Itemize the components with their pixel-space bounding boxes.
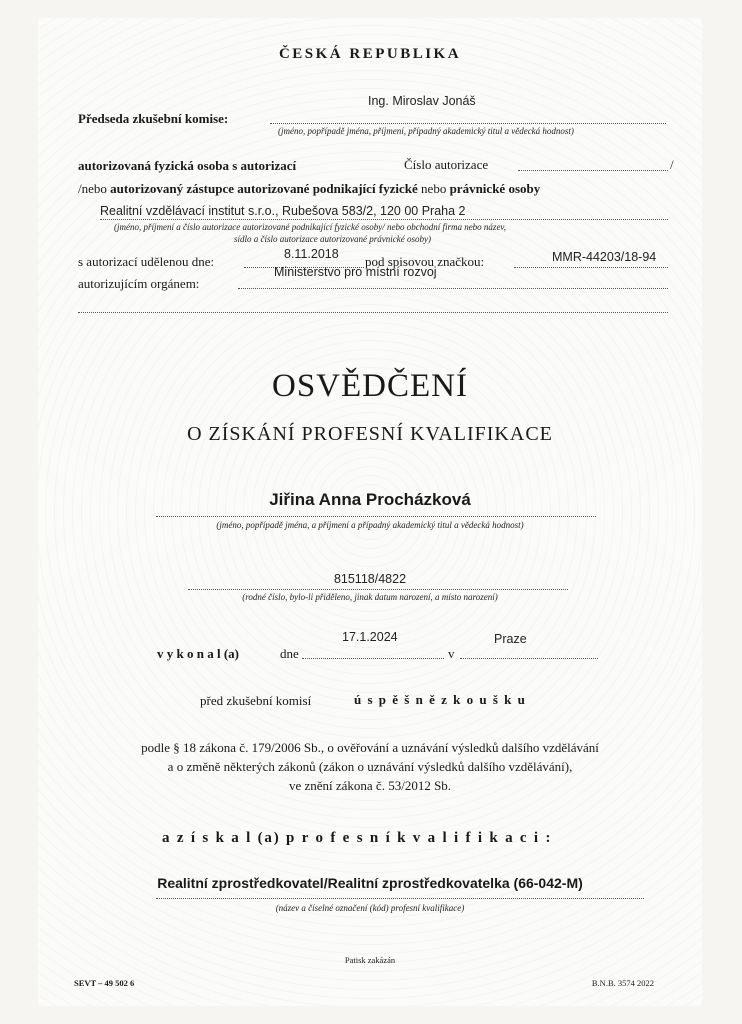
exam-place-dots bbox=[460, 658, 598, 659]
authorization-date-value: 8.11.2018 bbox=[284, 247, 339, 261]
law-line-1: podle § 18 zákona č. 179/2006 Sb., o ověřování a uznávání výsledků dalšího vzdělávání bbox=[141, 740, 599, 755]
authorization-ref-label: pod spisovou značkou: bbox=[365, 254, 485, 269]
exam-before-label: před zkušební komisí bbox=[200, 693, 312, 708]
authorization-ref-value: MMR-44203/18-94 bbox=[552, 250, 657, 264]
chair-label: Předseda zkušební komise: bbox=[78, 111, 229, 126]
qualification-value: Realitní zprostředkovatel/Realitní zprostředkovatelka (66-042-M) bbox=[157, 875, 583, 891]
blank-dots bbox=[78, 312, 668, 313]
authorization-number-label: Číslo autorizace bbox=[404, 157, 489, 172]
holder-name-hint: (jméno, popřípadě jména, a příjmení a případný akademický titul a vědecká hodnost) bbox=[216, 520, 524, 530]
authorization-ref-dots bbox=[514, 267, 668, 268]
footer-right-code: B.N.B. 3574 2022 bbox=[591, 978, 654, 988]
certificate-page bbox=[38, 18, 702, 1006]
rep-bold1: autorizovaný zástupce autorizované podnikající fyzické bbox=[110, 181, 418, 196]
institute-value: Realitní vzdělávací institut s.r.o., Rubešova 583/2, 120 00 Praha 2 bbox=[100, 204, 466, 218]
exam-date-value: 17.1.2024 bbox=[342, 630, 398, 644]
country-heading: ČESKÁ REPUBLIKA bbox=[278, 46, 462, 62]
authorization-slash: / bbox=[670, 157, 674, 172]
rep-bold2: právnické osoby bbox=[449, 181, 541, 196]
authorization-representative-line bbox=[78, 181, 540, 197]
certificate-subtitle: O ZÍSKÁNÍ PROFESNÍ KVALIFIKACE bbox=[187, 423, 553, 445]
exam-place-value: Praze bbox=[494, 632, 527, 646]
holder-birth-number: 815118/4822 bbox=[333, 572, 407, 586]
holder-birth-hint: (rodné číslo, bylo-li přiděleno, jinak datum narození, a místo narození) bbox=[242, 592, 498, 602]
rep-prefix: /nebo bbox=[78, 181, 107, 196]
qualification-hint: (název a číselné označení (kód) profesní kvalifikace) bbox=[275, 903, 465, 913]
exam-performed-label: v y k o n a l (a) bbox=[157, 646, 239, 661]
exam-place-label: v bbox=[448, 646, 455, 661]
institute-hint-2: sídlo a číslo autorizace autorizované právnické osoby) bbox=[234, 234, 431, 244]
rep-mid: nebo bbox=[421, 181, 447, 196]
certificate-title: OSVĚDČENÍ bbox=[272, 368, 468, 404]
authority-dots bbox=[238, 288, 668, 289]
holder-name: Jiřina Anna Procházková bbox=[269, 490, 471, 509]
holder-name-dots bbox=[156, 516, 596, 517]
chair-hint: (jméno, popřípadě jména, příjmení, případný akademický titul a vědecká hodnost) bbox=[278, 126, 574, 136]
footer-left-code: SEVT – 49 502 6 bbox=[74, 978, 135, 988]
holder-birth-dots bbox=[188, 589, 568, 590]
exam-date-dots bbox=[302, 658, 444, 659]
exam-date-label: dne bbox=[280, 646, 299, 661]
authority-value: Ministerstvo pro místní rozvoj bbox=[274, 265, 437, 279]
authority-label: autorizujícím orgánem: bbox=[78, 276, 200, 291]
chair-name: Ing. Miroslav Jonáš bbox=[368, 94, 476, 108]
law-line-2: a o změně některých zákonů (zákon o uznávání výsledků dalšího vzdělávání), bbox=[167, 759, 573, 774]
institute-hint-1: (jméno, příjmení a číslo autorizace autorizované podnikající fyzické osoby/ nebo obchodní firma nebo název, bbox=[114, 222, 507, 232]
chair-dots bbox=[270, 123, 666, 124]
qualification-dots bbox=[156, 898, 644, 899]
footer-notice: Patisk zakázán bbox=[344, 955, 396, 965]
authorization-number-dots bbox=[518, 170, 668, 171]
authorization-person-label: autorizovaná fyzická osoba s autorizací bbox=[78, 158, 297, 173]
qualification-heading: a z í s k a l (a) p r o f e s n í k v a l i f i k a c i : bbox=[162, 830, 553, 846]
law-line-3: ve znění zákona č. 53/2012 Sb. bbox=[288, 778, 452, 793]
authorization-date-label: s autorizací udělenou dne: bbox=[78, 254, 215, 269]
exam-result: ú s p ě š n ě z k o u š k u bbox=[354, 692, 527, 707]
institute-dots bbox=[100, 219, 668, 220]
